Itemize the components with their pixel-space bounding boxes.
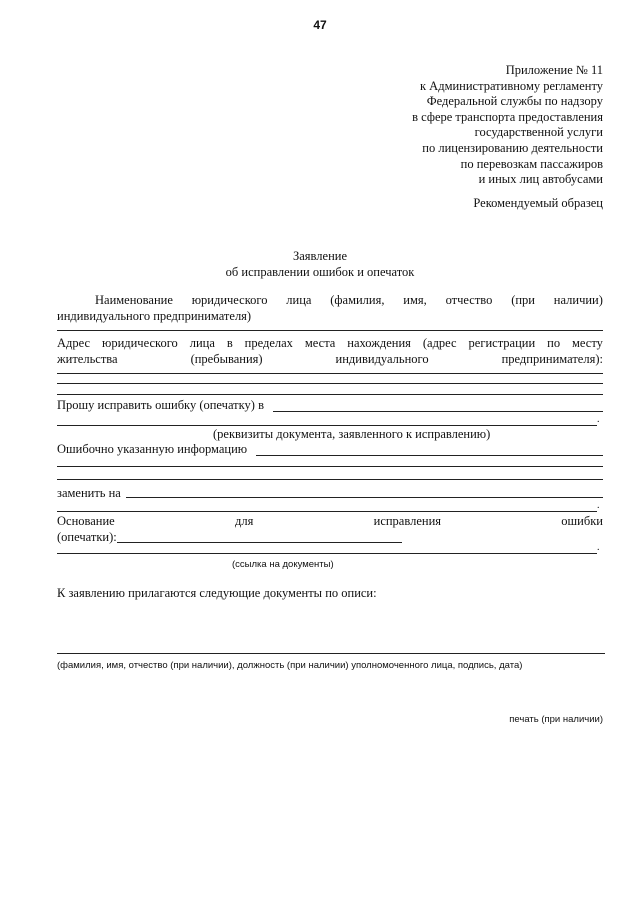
wrong-info-input-line-2[interactable]	[57, 466, 603, 467]
docs-caption: (ссылка на документы)	[232, 559, 334, 570]
address-input-line-3[interactable]	[57, 394, 603, 395]
header-line: Федеральной службы по надзору	[426, 94, 603, 109]
wrong-info-input-line[interactable]	[256, 455, 603, 456]
address-label-line-1: Адрес юридического лица в пределах места нахождения (адрес регистрации по месту	[57, 336, 603, 350]
signature-line[interactable]	[57, 653, 605, 654]
address-input-line-2[interactable]	[57, 383, 603, 384]
basis-input-line-2[interactable]	[57, 553, 597, 554]
request-input-line[interactable]	[273, 411, 603, 412]
wrong-info-label: Ошибочно указанную информацию	[57, 442, 248, 456]
line-end-dot: .	[597, 500, 600, 511]
header-line: Приложение № 11	[505, 63, 603, 77]
replace-input-line[interactable]	[126, 497, 603, 498]
appendix-header	[412, 63, 603, 188]
title-line-2: об исправлении ошибок и опечаток	[225, 264, 415, 279]
header-line: к Административному регламенту	[419, 78, 603, 93]
line-end-dot: .	[597, 414, 600, 425]
request-input-line-2[interactable]	[57, 425, 597, 426]
header-line: в сфере транспорта предоставления	[412, 109, 603, 124]
document-title	[0, 249, 640, 280]
seal-label: печать (при наличии)	[509, 714, 603, 725]
name-label-line-2: индивидуального предпринимателя)	[57, 309, 252, 323]
address-input-line-1[interactable]	[57, 373, 603, 374]
replace-label: заменить на	[57, 486, 121, 500]
address-label-line-2: жительства (пребывания) индивидуального предпринимателя):	[57, 352, 603, 366]
basis-input-line[interactable]	[117, 542, 402, 543]
basis-label-line-2: (опечатки):	[57, 530, 117, 544]
name-label-line-1: Наименование юридического лица (фамилия, имя, отчество (при наличии)	[95, 293, 603, 307]
requisites-caption: (реквизиты документа, заявленного к исправлению)	[213, 427, 491, 441]
request-label: Прошу исправить ошибку (опечатку) в	[57, 398, 264, 412]
basis-label-line-1: Основание для исправления ошибки	[57, 514, 603, 528]
name-input-line[interactable]	[57, 330, 603, 331]
signature-caption: (фамилия, имя, отчество (при наличии), должность (при наличии) уполномоченного лица, подпись, дата)	[57, 660, 523, 671]
header-line: по перевозкам пассажиров	[460, 156, 603, 171]
page-number: 47	[313, 18, 327, 32]
attachments-label: К заявлению прилагаются следующие документы по описи:	[57, 586, 377, 600]
header-line: и иных лиц автобусами	[478, 172, 603, 187]
title-line-1: Заявление	[292, 249, 347, 263]
header-line: государственной услуги	[474, 125, 603, 140]
recommended-sample-label: Рекомендуемый образец	[473, 196, 603, 210]
line-end-dot: .	[597, 542, 600, 553]
wrong-info-input-line-3[interactable]	[57, 479, 603, 480]
header-line: по лицензированию деятельности	[422, 140, 603, 155]
replace-input-line-2[interactable]	[57, 511, 597, 512]
